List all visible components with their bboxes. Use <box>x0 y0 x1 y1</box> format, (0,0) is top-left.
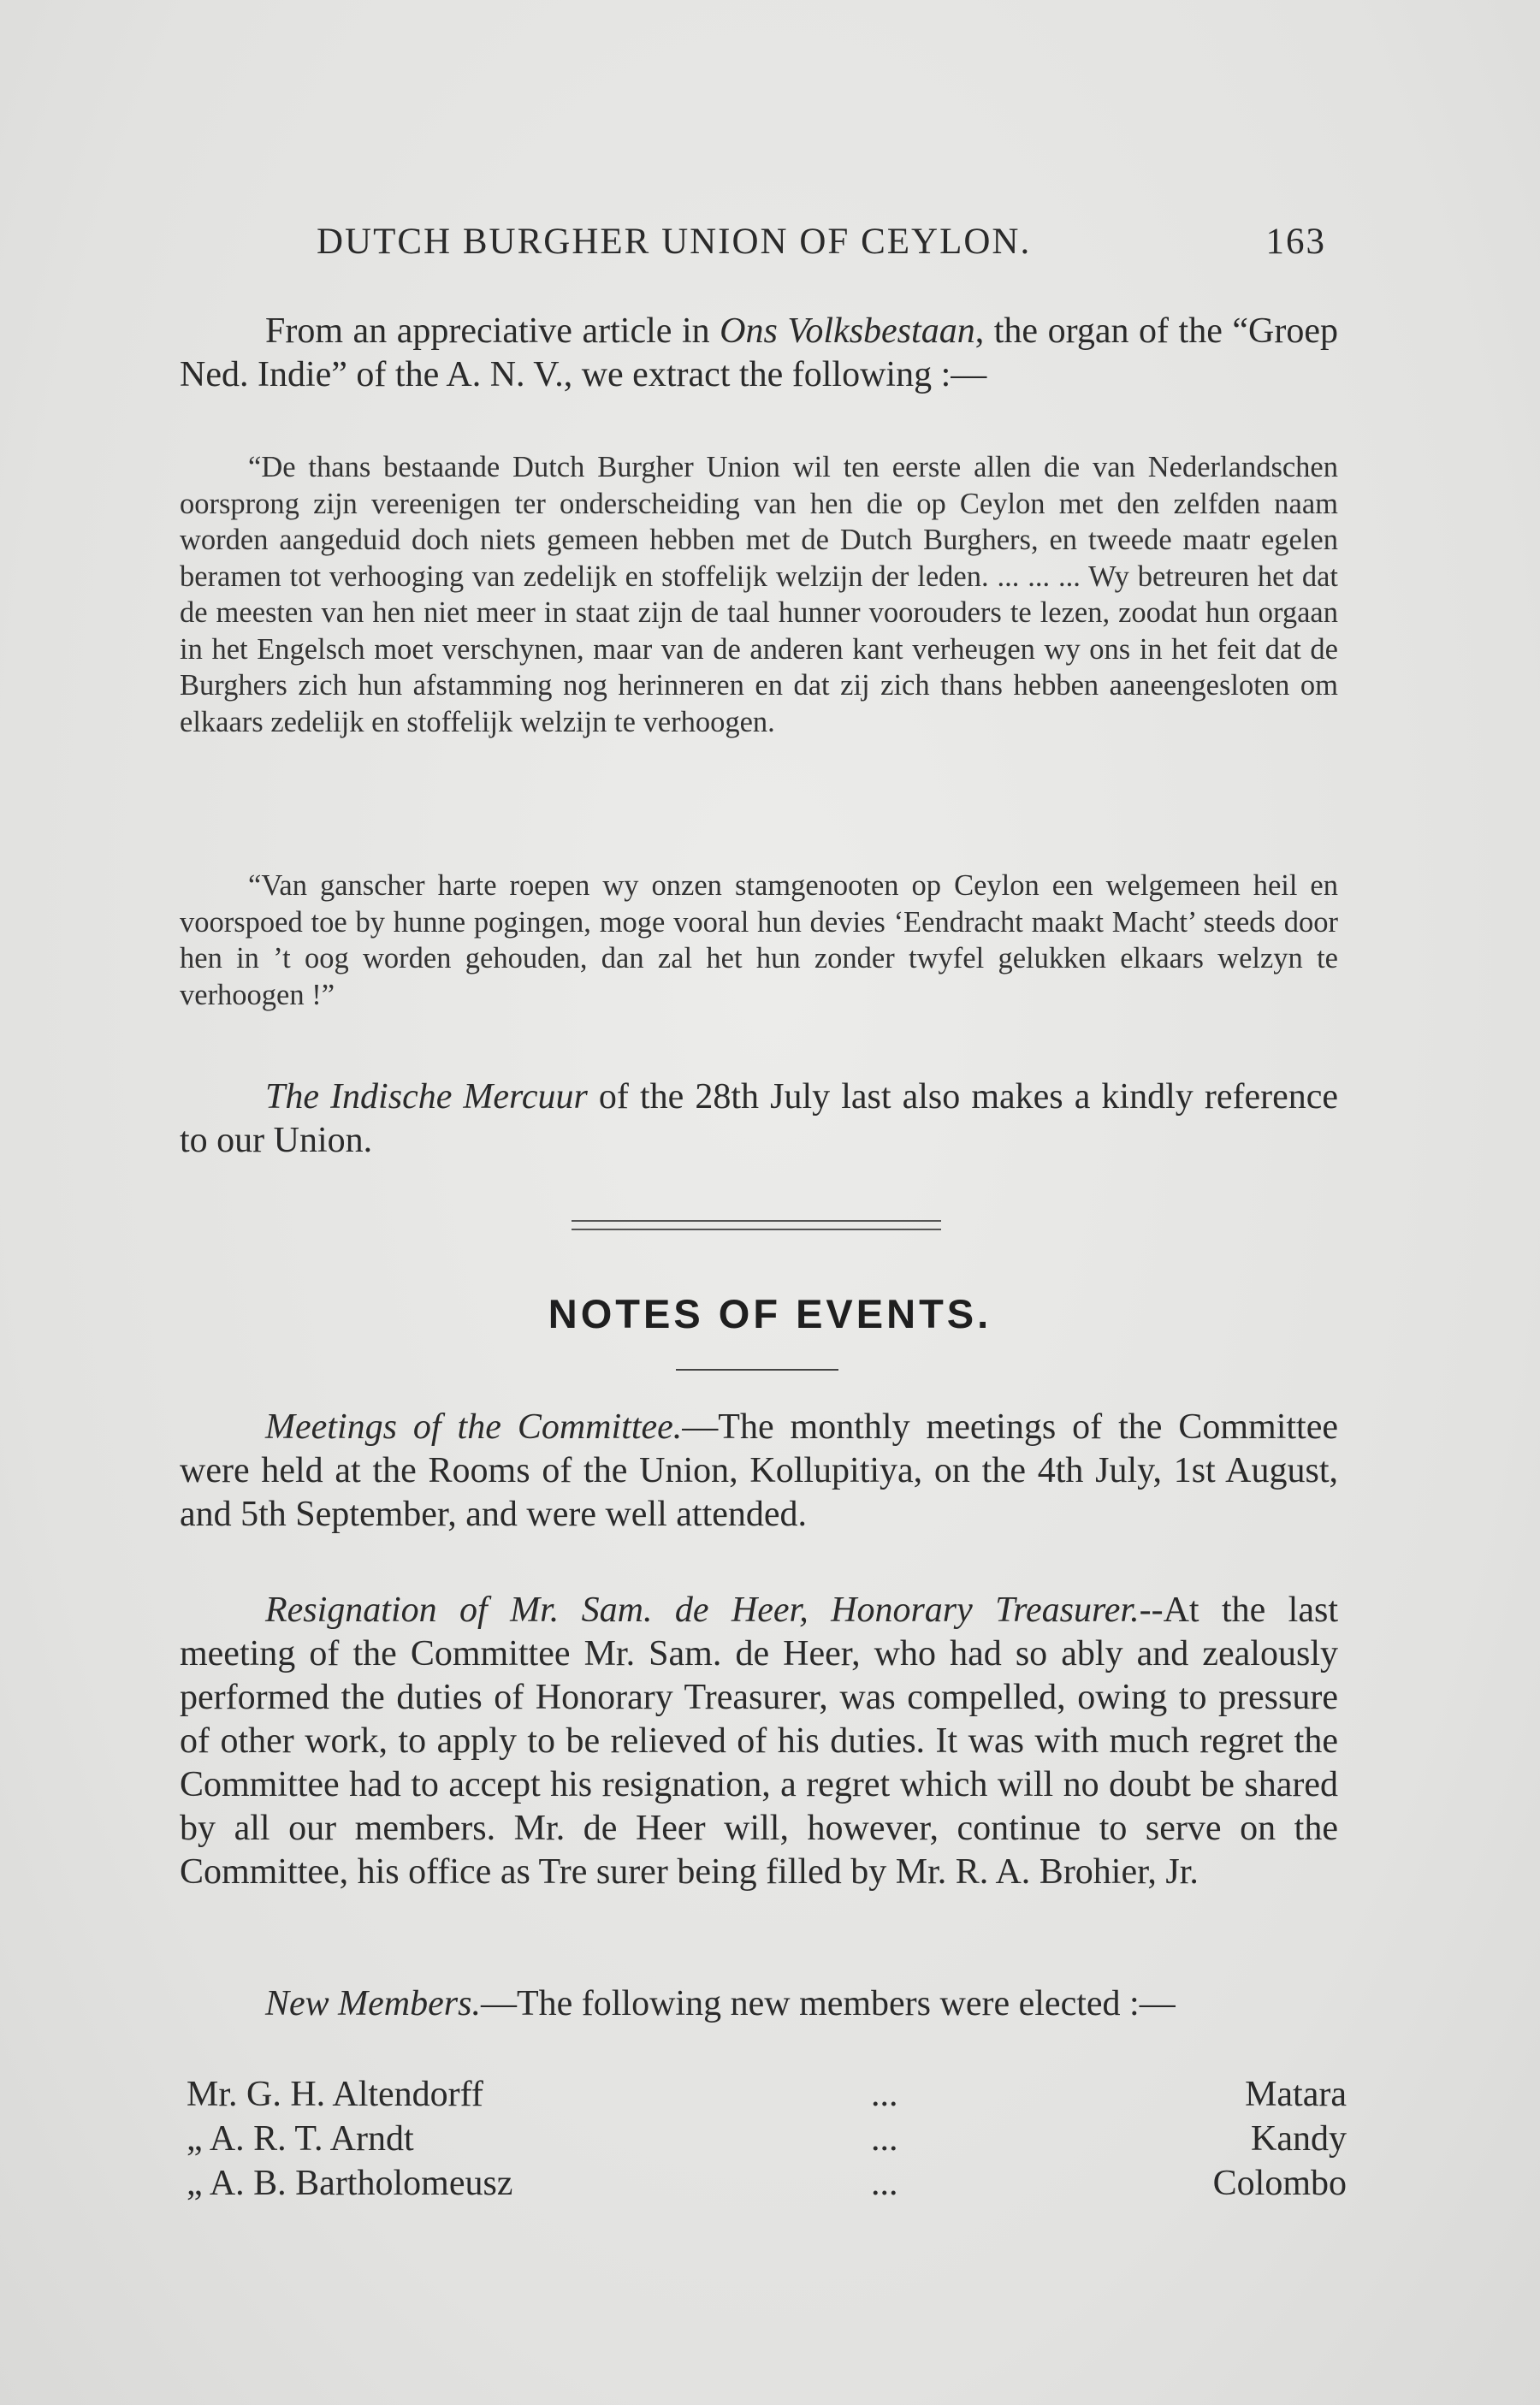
dutch-quote-1: “De thans bestaande Dutch Burgher Union wil ten eerste allen die van Nederlandschen oorsprong zijn vereenigen ter onderscheiding van hen die op Ceylon met den zelfden naam worden aangeduid doch niets gemeen hebben met de Dutch Burghers, en tweede maatr egelen beramen tot verhooging van zedelijk en stoffelijk welzijn der leden. ... ... ... Wy betreuren het dat de meesten van hen niet meer in staat zijn de taal hunner voorouders te lezen, zoodat hun orgaan in het Engelsch moet verschynen, maar van de anderen kant verheugen wy ons in het feit dat de Burghers zich hun afstamming nog herinneren en dat zij zich thans hebben aaneengesloten om elkaars zedelijk en stoffelijk welzijn te verhoogen. <box>180 451 1338 738</box>
member-dots: ... <box>871 2164 898 2203</box>
member-place: Kandy <box>1251 2119 1347 2159</box>
member-row <box>187 2118 1347 2163</box>
mercuur-text: of the 28th July last also makes a kindly reference to our Union. <box>180 1077 1339 1160</box>
dutch-quote-2: “Van ganscher harte roepen wy onzen stamgenooten op Ceylon een welgemeen heil en voorspoed toe by hunne pogingen, moge vooral hun devies ‘Eendracht maakt Macht’ steeds door hen in ’t oog worden gehouden, dan zal het hun zonder twyfel gelukken elkaars welzyn te verhoogen !” <box>180 869 1338 1011</box>
meetings-paragraph <box>180 1406 1338 1537</box>
member-name: Mr. G. H. Altendorff <box>187 2075 483 2114</box>
indische-mercuur-title: The Indische Mercuur <box>265 1077 588 1117</box>
page-number: 163 <box>1265 222 1326 262</box>
member-place: Matara <box>1245 2075 1347 2114</box>
member-row <box>187 2163 1347 2207</box>
member-name: „ A. B. Bartholomeusz <box>187 2164 513 2203</box>
meetings-heading: Meetings of the Committee. <box>265 1407 683 1447</box>
section-divider <box>572 1220 941 1230</box>
intro-text-1: From an appreciative article in <box>265 311 720 351</box>
intro-paragraph <box>180 310 1338 397</box>
resignation-paragraph <box>180 1589 1338 1894</box>
meetings-text: —The monthly meetings of the Committee were held at the Rooms of the Union, Kollupitiya, on the 4th July, 1st August, and 5th September, and were well attended. <box>180 1407 1338 1534</box>
new-members-text: —The following new members were elected :— <box>480 1984 1176 2023</box>
member-dots: ... <box>871 2075 898 2114</box>
member-place: Colombo <box>1212 2164 1347 2203</box>
member-row <box>187 2074 1347 2118</box>
running-header <box>180 221 1326 272</box>
new-members-paragraph <box>180 1982 1338 2026</box>
resignation-text: --At the last meeting of the Committee Mr. Sam. de Heer, who had so ably and zealously performed the duties of Honorary Treasurer, was compelled, owing to pressure of other work, to apply to be relieved of his duties. It was with much regret the Committee had to accept his resignation, a regret which will no doubt be shared by all our members. Mr. de Heer will, however, continue to serve on the Committee, his office as Tre surer being filled by Mr. R. A. Brohier, Jr. <box>180 1590 1338 1892</box>
ons-volksbestaan-title: Ons Volksbestaan <box>720 311 975 351</box>
mercuur-paragraph <box>180 1075 1338 1163</box>
new-members-heading: New Members. <box>265 1984 481 2023</box>
resignation-heading: Resignation of Mr. Sam. de Heer, Honorary Treasurer. <box>265 1590 1140 1630</box>
running-title: DUTCH BURGHER UNION OF CEYLON. <box>317 222 1032 262</box>
notes-of-events-heading: NOTES OF EVENTS. <box>548 1291 992 1336</box>
member-name: „ A. R. T. Arndt <box>187 2119 414 2159</box>
member-dots: ... <box>871 2119 898 2159</box>
heading-underline <box>676 1369 838 1371</box>
intro-text-2: , the organ of the “Groep Ned. Indie” of the A. N. V., we extract the following :— <box>180 311 1338 394</box>
